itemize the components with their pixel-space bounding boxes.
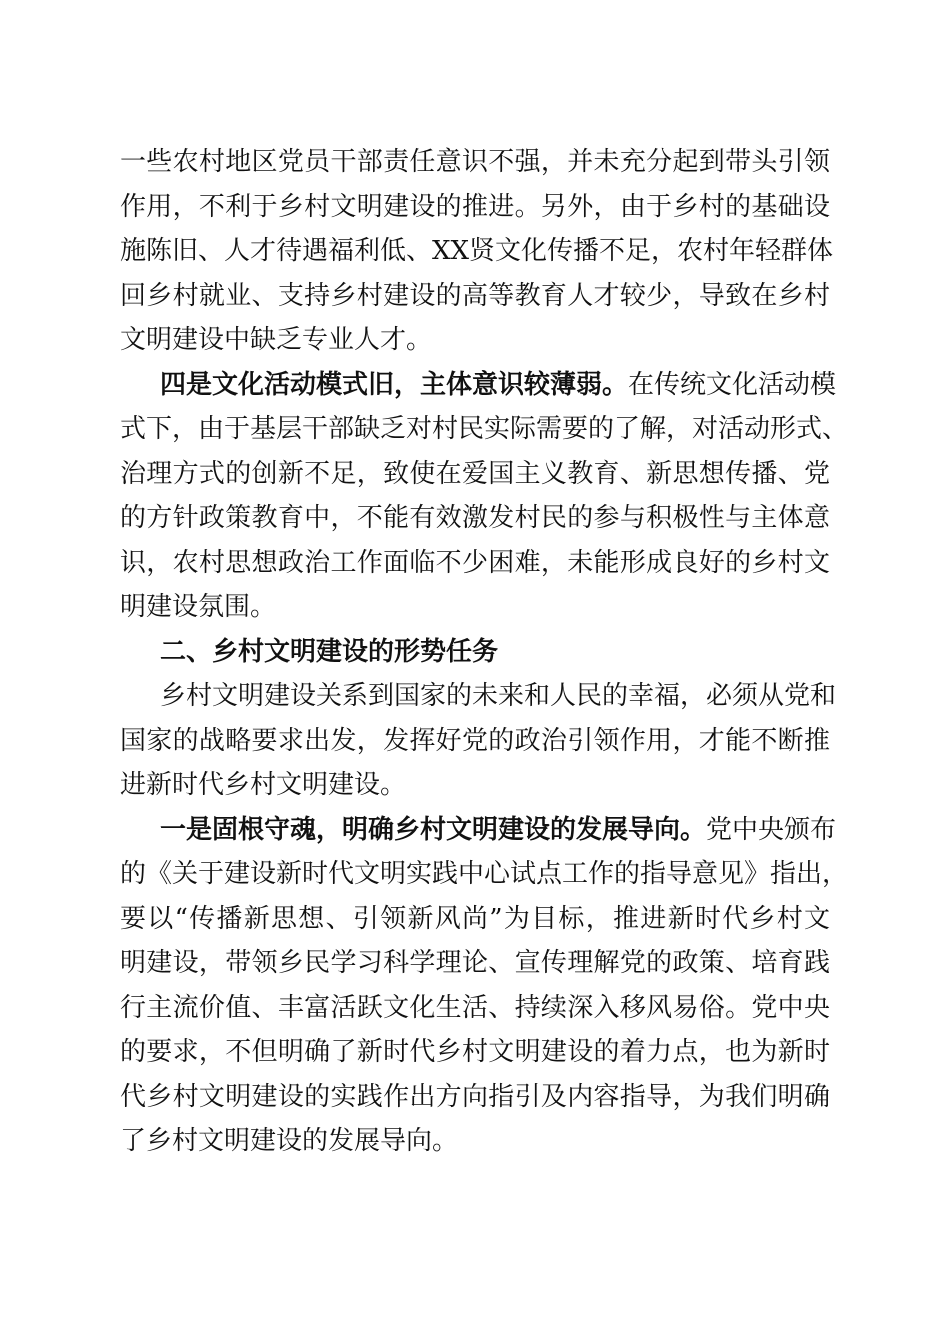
paragraph-cultural-activities: [120, 363, 849, 630]
section-heading: [120, 630, 830, 675]
text-line: 国家的战略要求出发，发挥好党的政治引领作用，才能不断推: [120, 725, 830, 756]
text-line: 施陈旧、人才待遇福利低、XX贤文化传播不足，农村年轻群体: [120, 236, 834, 266]
text-line: 作用，不利于乡村文明建设的推进。另外，由于乡村的基础设: [120, 191, 830, 222]
paragraph-situation-intro: [120, 674, 837, 808]
text-line: 代乡村文明建设的实践作出方向指引及内容指导，为我们明确: [120, 1081, 830, 1112]
text-line: 明建设氛围。: [120, 592, 277, 622]
text-line: 乡村文明建设关系到国家的未来和人民的幸福，必须从党和: [160, 681, 837, 711]
text-line: 进新时代乡村文明建设。: [120, 770, 407, 800]
document-body: [120, 140, 849, 1164]
paragraph-development-direction: [120, 808, 849, 1164]
text-line: 的《关于建设新时代文明实践中心试点工作的指导意见》指出，: [120, 859, 849, 889]
text-line: [120, 808, 837, 853]
paragraph-lead-rest: 在传统文化活动模: [628, 369, 837, 400]
text-line: 的要求，不但明确了新时代乡村文明建设的着力点，也为新时: [120, 1037, 830, 1067]
text-line: 文明建设中缺乏专业人才。: [120, 325, 433, 355]
paragraph-lead: 一是固根守魂，明确乡村文明建设的发展导向。: [160, 814, 707, 845]
text-line: 回乡村就业、支持乡村建设的高等教育人才较少，导致在乡村: [120, 280, 830, 311]
text-line: 识，农村思想政治工作面临不少困难，未能形成良好的乡村文: [120, 547, 830, 578]
paragraph-lead-rest: 党中央颁布: [706, 814, 837, 845]
text-line: 明建设，带领乡民学习科学理论、宣传理解党的政策、培育践: [120, 948, 830, 978]
text-line: 治理方式的创新不足，致使在爱国主义教育、新思想传播、党: [120, 458, 830, 489]
section-title: 二、乡村文明建设的形势任务: [160, 636, 499, 667]
paragraph-talent-shortage: [120, 140, 834, 363]
text-line: 的方针政策教育中，不能有效激发村民的参与积极性与主体意: [120, 503, 830, 533]
text-line: 了乡村文明建设的发展导向。: [120, 1126, 459, 1156]
paragraph-lead: 四是文化活动模式旧，主体意识较薄弱。: [160, 369, 629, 400]
text-line: [120, 363, 837, 408]
text-line: 式下，由于基层干部缺乏对村民实际需要的了解，对活动形式、: [120, 414, 849, 444]
text-line: 一些农村地区党员干部责任意识不强，并未充分起到带头引领: [120, 147, 830, 177]
text-line: 要以“传播新思想、引领新风尚”为目标，推进新时代乡村文: [120, 903, 830, 934]
text-line: 行主流价值、丰富活跃文化生活、持续深入移风易俗。党中央: [120, 992, 830, 1023]
